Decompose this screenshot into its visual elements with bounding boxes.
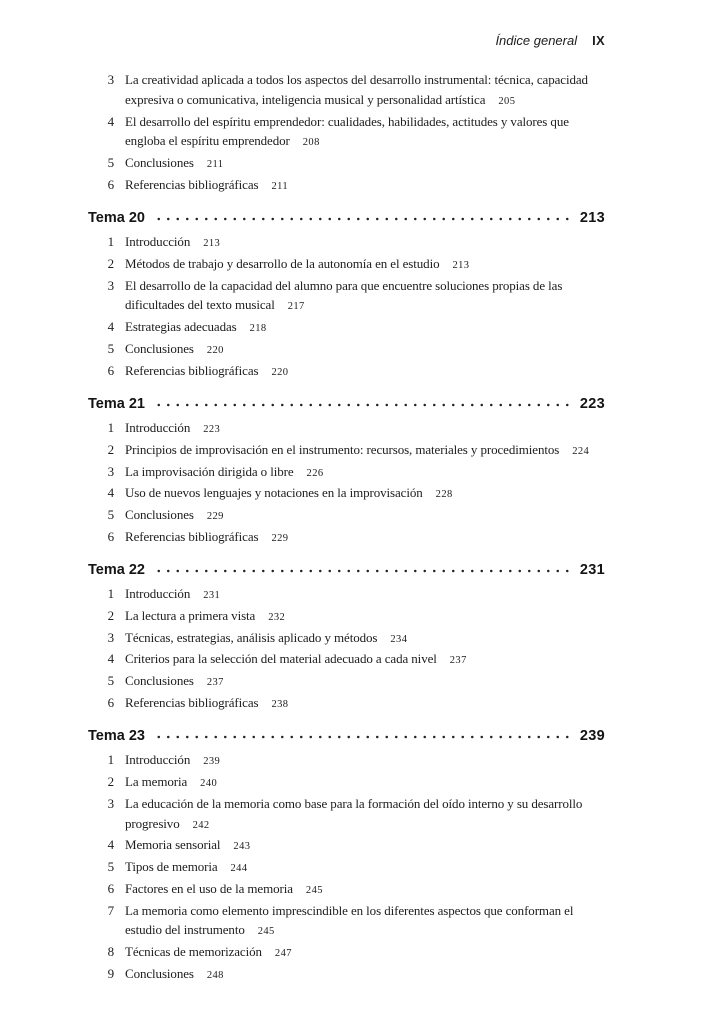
item-entry (125, 153, 595, 175)
item-title: Conclusiones (125, 507, 194, 523)
section-title: Tema 23 (88, 728, 145, 745)
item-number: 6 (107, 695, 114, 711)
item-number: 3 (107, 72, 114, 87)
toc-item (88, 112, 605, 154)
item-page-number: 244 (230, 863, 248, 875)
item-entry (125, 112, 595, 154)
toc-section (88, 560, 605, 715)
item-page-number: 238 (271, 699, 289, 711)
section-heading (88, 726, 605, 747)
item-number: 1 (107, 234, 114, 250)
item-entry (125, 505, 595, 527)
section-title: Tema 21 (88, 396, 145, 413)
item-page-number: 237 (206, 677, 224, 689)
item-entry (125, 317, 595, 339)
toc-item (88, 772, 605, 794)
toc-item (88, 153, 605, 175)
item-number: 3 (107, 463, 114, 479)
toc-item (88, 527, 605, 549)
item-page-number: 220 (271, 366, 289, 378)
item-title: La creatividad aplicada a todos los aspectos del desarrollo instrumental: técnica, capacidad expresiva o comunicativa, inteligencia musical y personalidad artística (125, 72, 588, 107)
toc-item (88, 70, 605, 112)
item-number: 4 (107, 651, 114, 667)
item-entry (125, 879, 595, 901)
toc-item (88, 584, 605, 606)
item-entry (125, 70, 595, 112)
item-title: La memoria (125, 773, 188, 789)
item-number: 4 (107, 319, 114, 335)
item-title: Introducción (125, 234, 191, 250)
item-title: Estrategias adecuadas (125, 319, 237, 335)
item-number: 5 (107, 341, 114, 357)
toc-section (88, 208, 605, 383)
item-page-number: 239 (203, 756, 221, 768)
item-page-number: 228 (435, 489, 453, 501)
item-page-number: 237 (449, 655, 467, 667)
item-entry (125, 418, 595, 440)
toc-item (88, 879, 605, 901)
item-title: Tipos de memoria (125, 859, 218, 875)
item-title: Referencias bibliográficas (125, 528, 259, 544)
toc-item (88, 942, 605, 964)
item-title: Factores en el uso de la memoria (125, 880, 293, 896)
item-number: 7 (107, 902, 114, 918)
item-page-number: 232 (268, 611, 286, 623)
item-title: Conclusiones (125, 155, 194, 171)
item-title: Referencias bibliográficas (125, 362, 259, 378)
dot-leader (154, 208, 573, 223)
section-heading (88, 560, 605, 581)
item-entry (125, 276, 595, 318)
section-heading (88, 394, 605, 415)
item-title: La lectura a primera vista (125, 607, 256, 623)
item-page-number: 224 (572, 445, 590, 457)
item-entry (125, 772, 595, 794)
section-page-number: 213 (579, 210, 605, 227)
item-page-number: 217 (287, 301, 305, 313)
item-page-number: 229 (206, 511, 224, 523)
item-title: Conclusiones (125, 341, 194, 357)
toc-item (88, 505, 605, 527)
section-page-number: 231 (579, 562, 605, 579)
item-number: 2 (107, 773, 114, 789)
toc-section (88, 394, 605, 549)
item-number: 5 (107, 155, 114, 171)
item-title: La improvisación dirigida o libre (125, 463, 294, 479)
item-number: 6 (107, 528, 114, 544)
section-page-number: 223 (579, 396, 605, 413)
item-entry (125, 175, 595, 197)
item-title: Referencias bibliográficas (125, 176, 259, 192)
item-page-number: 245 (305, 884, 323, 896)
item-entry (125, 750, 595, 772)
item-entry (125, 462, 595, 484)
toc-item (88, 361, 605, 383)
item-page-number: 208 (302, 137, 320, 149)
item-title: Métodos de trabajo y desarrollo de la autonomía en el estudio (125, 255, 440, 271)
running-header-title: Índice general (495, 33, 578, 48)
dot-leader (154, 560, 573, 575)
item-title: El desarrollo de la capacidad del alumno para que encuentre soluciones propias de las dificultades del texto musical (125, 277, 563, 313)
item-entry (125, 339, 595, 361)
item-page-number: 205 (498, 95, 516, 107)
toc-item (88, 671, 605, 693)
toc-item (88, 857, 605, 879)
table-of-contents (88, 70, 605, 986)
item-entry (125, 942, 595, 964)
item-title: Técnicas, estrategias, análisis aplicado y métodos (125, 629, 378, 645)
toc-sections (88, 208, 605, 986)
toc-item (88, 276, 605, 318)
item-page-number: 247 (274, 948, 292, 960)
section-page-number: 239 (579, 728, 605, 745)
item-number: 4 (107, 837, 114, 853)
toc-item (88, 483, 605, 505)
item-page-number: 234 (390, 633, 408, 645)
item-page-number: 220 (206, 345, 224, 357)
item-number: 3 (107, 795, 114, 811)
item-title: Uso de nuevos lenguajes y notaciones en la improvisación (125, 485, 423, 501)
item-entry (125, 835, 595, 857)
toc-item (88, 628, 605, 650)
item-entry (125, 693, 595, 715)
item-page-number: 218 (249, 323, 267, 335)
toc-item (88, 901, 605, 943)
item-number: 5 (107, 507, 114, 523)
item-entry (125, 440, 595, 462)
item-number: 1 (107, 586, 114, 602)
toc-item (88, 649, 605, 671)
item-title: Conclusiones (125, 673, 194, 689)
item-entry (125, 794, 595, 836)
item-page-number: 223 (203, 423, 221, 435)
item-number: 2 (107, 441, 114, 457)
item-page-number: 245 (257, 926, 275, 938)
running-header-page-number: IX (592, 33, 605, 48)
item-title: El desarrollo del espíritu emprendedor: cualidades, habilidades, actitudes y valores que engloba el espíritu emprendedor (125, 113, 569, 149)
item-title: Introducción (125, 586, 191, 602)
item-title: Referencias bibliográficas (125, 695, 259, 711)
item-number: 2 (107, 607, 114, 623)
item-title: Principios de improvisación en el instrumento: recursos, materiales y procedimientos (125, 441, 560, 457)
item-number: 4 (107, 485, 114, 501)
item-number: 1 (107, 752, 114, 768)
toc-item (88, 964, 605, 986)
toc-item (88, 418, 605, 440)
item-entry (125, 254, 595, 276)
item-number: 6 (107, 176, 114, 192)
item-page-number: 231 (203, 590, 221, 602)
toc-item (88, 750, 605, 772)
toc-section (88, 726, 605, 986)
item-page-number: 240 (200, 777, 218, 789)
toc-item (88, 175, 605, 197)
toc-item (88, 339, 605, 361)
item-number: 4 (107, 113, 114, 129)
item-page-number: 243 (233, 841, 251, 853)
item-number: 9 (107, 966, 114, 982)
section-heading (88, 208, 605, 229)
item-title: Criterios para la selección del material adecuado a cada nivel (125, 651, 437, 667)
item-number: 5 (107, 859, 114, 875)
item-number: 6 (107, 880, 114, 896)
item-title: Introducción (125, 752, 191, 768)
section-title: Tema 20 (88, 210, 145, 227)
item-title: La educación de la memoria como base para la formación del oído interno y su desarrollo progresivo (125, 795, 583, 831)
item-page-number: 211 (271, 180, 289, 192)
item-page-number: 213 (203, 238, 221, 250)
item-entry (125, 901, 595, 943)
toc-item (88, 606, 605, 628)
item-entry (125, 964, 595, 986)
toc-item (88, 693, 605, 715)
toc-leading-items (88, 70, 605, 197)
item-title: Técnicas de memorización (125, 944, 262, 960)
item-page-number: 211 (206, 159, 224, 171)
toc-item (88, 794, 605, 836)
item-title: La memoria como elemento imprescindible en los diferentes aspectos que conforman el estudio del instrumento (125, 902, 574, 938)
toc-item (88, 232, 605, 254)
item-entry (125, 361, 595, 383)
toc-item (88, 254, 605, 276)
item-title: Introducción (125, 419, 191, 435)
item-page-number: 213 (452, 259, 470, 271)
item-page-number: 226 (306, 467, 324, 479)
item-entry (125, 606, 595, 628)
toc-item (88, 440, 605, 462)
toc-item (88, 835, 605, 857)
dot-leader (154, 394, 573, 409)
item-page-number: 229 (271, 532, 289, 544)
dot-leader (154, 726, 573, 741)
toc-item (88, 317, 605, 339)
item-number: 3 (107, 629, 114, 645)
item-entry (125, 671, 595, 693)
item-entry (125, 649, 595, 671)
toc-item (88, 462, 605, 484)
item-entry (125, 584, 595, 606)
item-title: Conclusiones (125, 966, 194, 982)
item-number: 1 (107, 419, 114, 435)
item-number: 6 (107, 362, 114, 378)
item-entry (125, 232, 595, 254)
item-page-number: 242 (192, 819, 210, 831)
item-number: 8 (107, 944, 114, 960)
running-header (88, 33, 605, 48)
item-number: 3 (107, 277, 114, 293)
item-entry (125, 527, 595, 549)
item-entry (125, 483, 595, 505)
item-number: 5 (107, 673, 114, 689)
item-page-number: 248 (206, 970, 224, 982)
item-entry (125, 628, 595, 650)
item-number: 2 (107, 255, 114, 271)
item-entry (125, 857, 595, 879)
item-title: Memoria sensorial (125, 837, 221, 853)
section-title: Tema 22 (88, 562, 145, 579)
